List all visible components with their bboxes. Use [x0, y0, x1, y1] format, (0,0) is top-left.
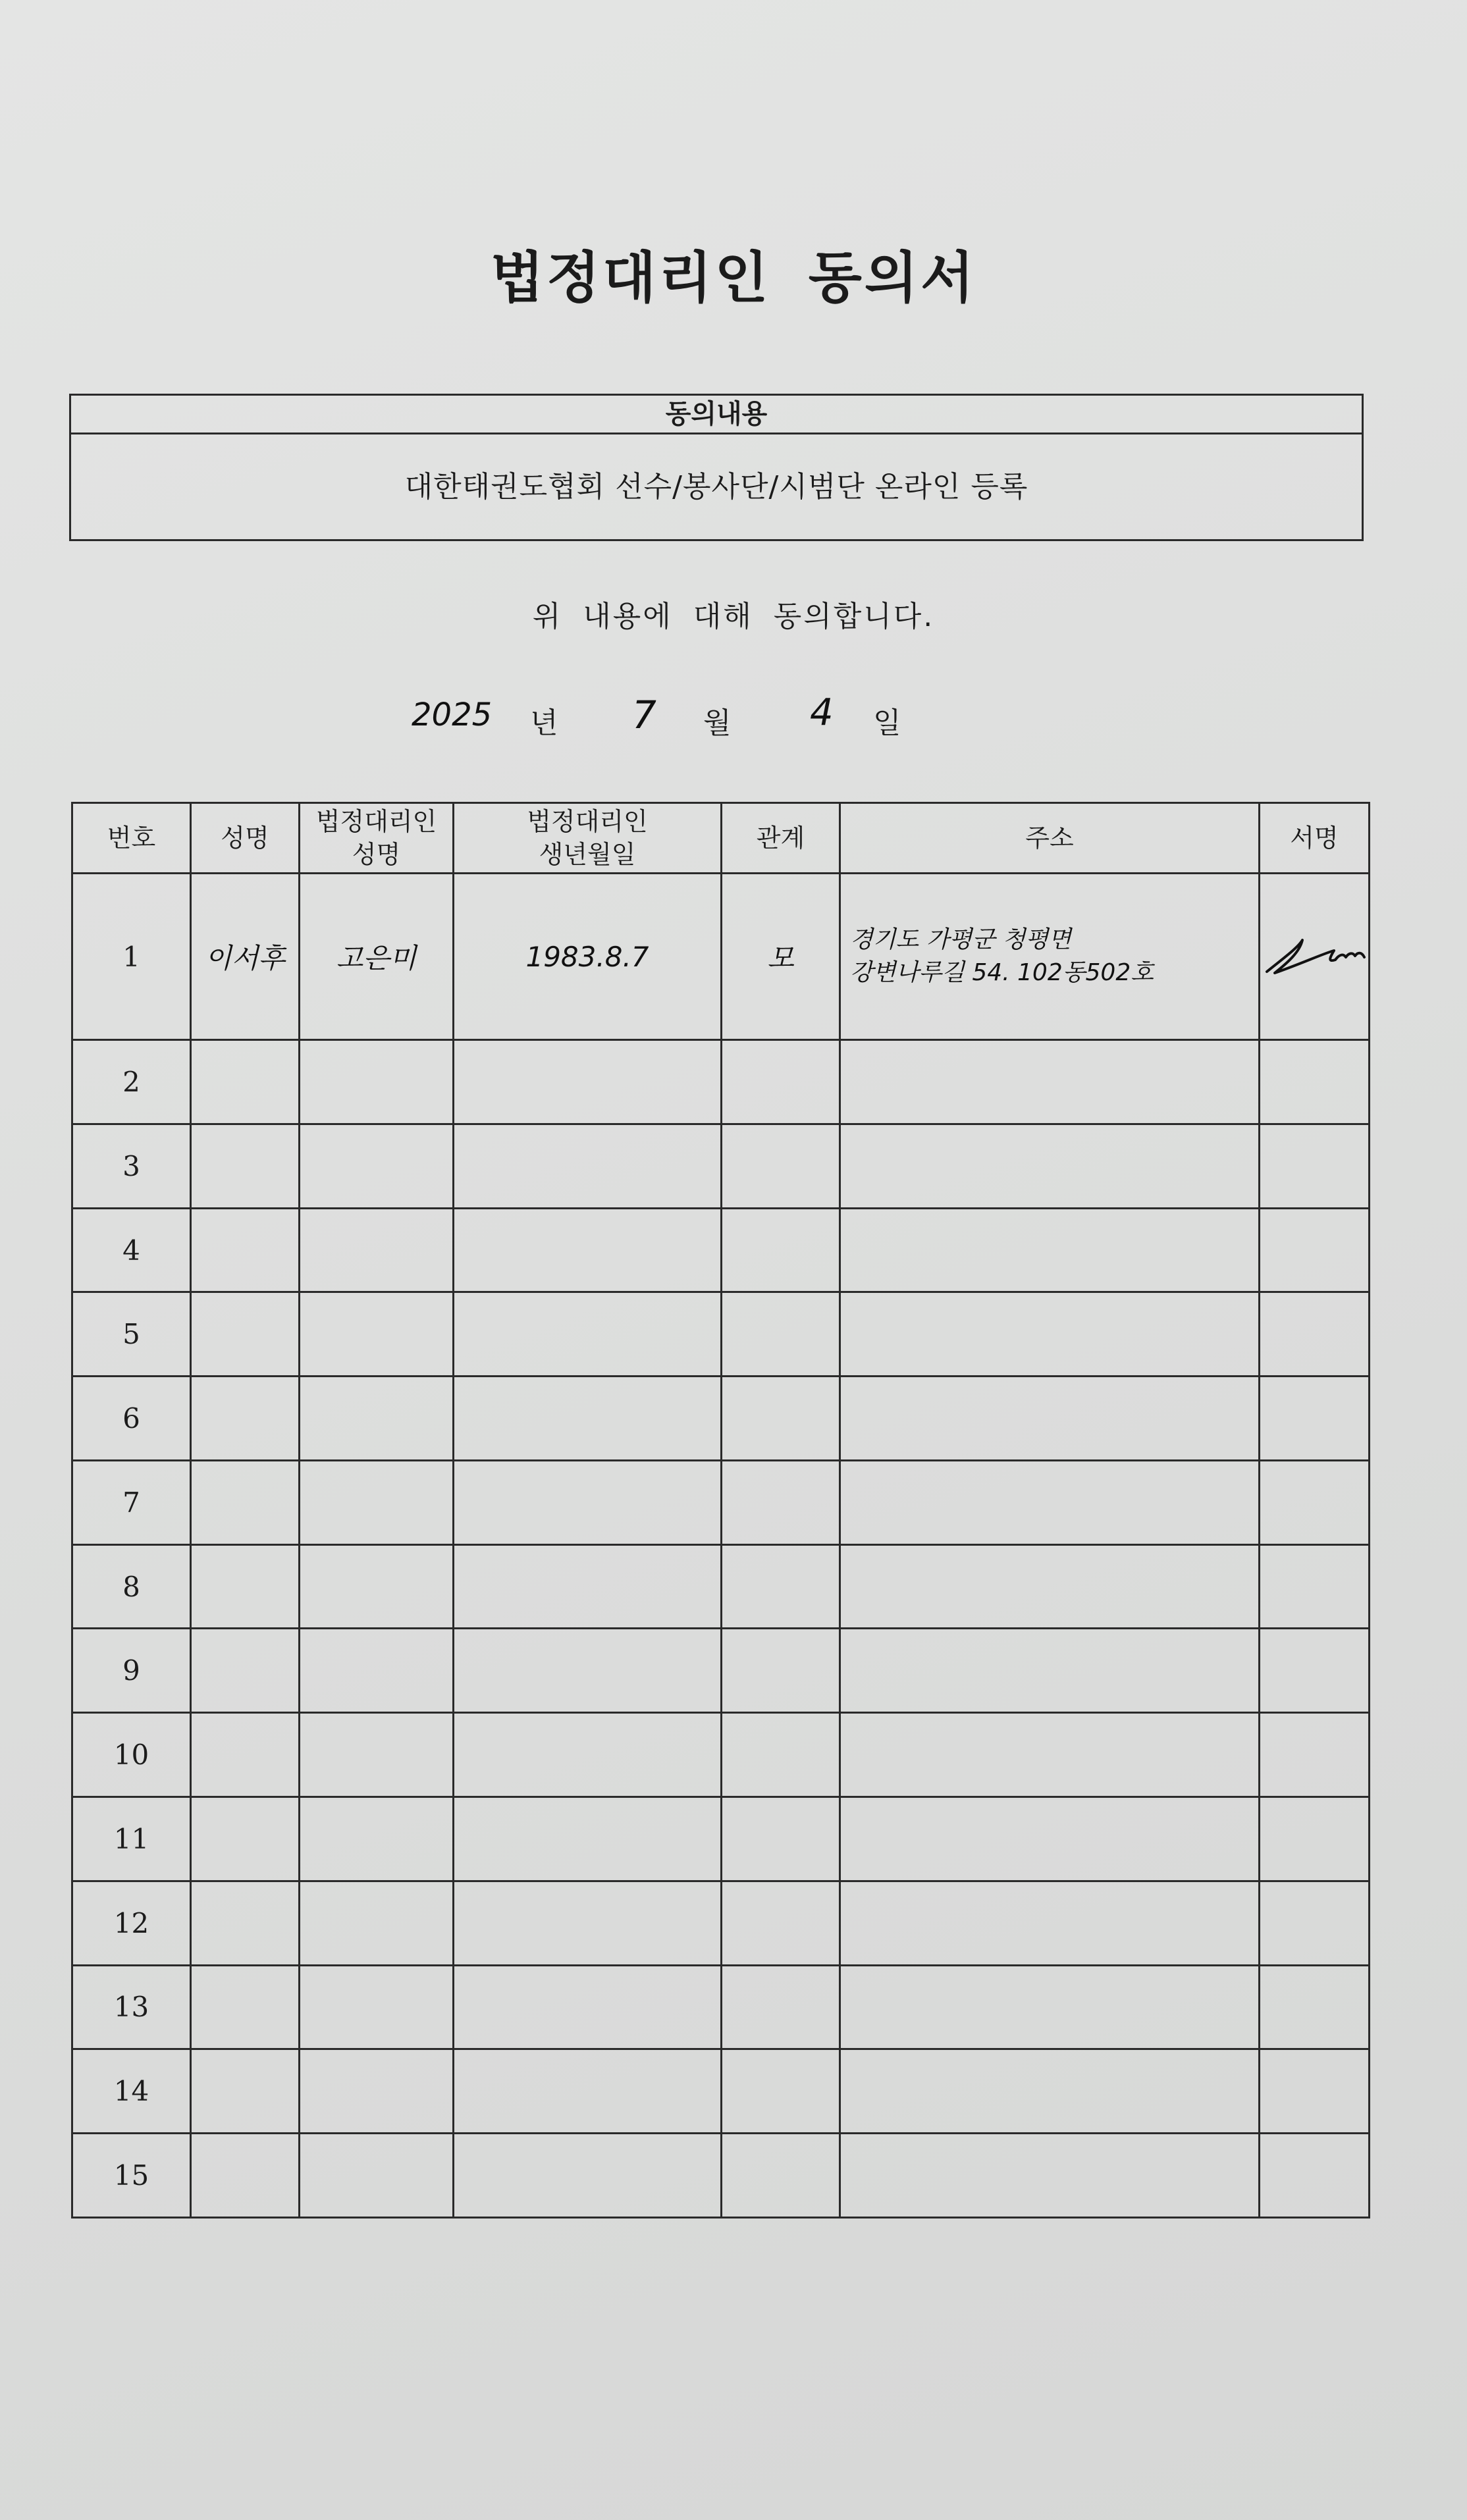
- address-line-2: 강변나루길 54. 102동502호: [850, 959, 1154, 987]
- row-number: 13: [72, 1965, 191, 2049]
- table-row: [72, 2049, 1370, 2134]
- player-name: 이서후: [191, 874, 300, 1040]
- date-year-label: 년: [530, 706, 558, 740]
- table-row: [72, 874, 1370, 1040]
- header-guardian-name: [300, 803, 454, 874]
- row-number: 14: [72, 2049, 191, 2134]
- consent-content-text: 대한태권도협회 선수/봉사단/시범단 온라인 등록: [404, 470, 1028, 504]
- table-row: [72, 1544, 1370, 1629]
- table-row: [72, 1377, 1370, 1461]
- page-title: 법정대리인 동의서: [490, 246, 977, 310]
- header-signature: 서명: [1260, 803, 1370, 874]
- table-row: [72, 1797, 1370, 1881]
- consent-content-header: 동의내용: [71, 396, 1362, 434]
- table-header-row: [72, 803, 1370, 874]
- header-guardian-birth-line1: 법정대리인: [527, 807, 648, 836]
- row-number: 7: [72, 1460, 191, 1544]
- guardian-birthdate: 1983.8.7: [454, 874, 722, 1040]
- row-number: 10: [72, 1713, 191, 1797]
- table-row: [72, 1713, 1370, 1797]
- header-relation: 관계: [722, 803, 840, 874]
- guardian-name: 고은미: [300, 874, 454, 1040]
- signature-cell: [1260, 874, 1370, 1040]
- table-row: [72, 1965, 1370, 2049]
- guardian-roster-table: [71, 802, 1370, 2218]
- table-row: [72, 1124, 1370, 1208]
- address: [840, 874, 1260, 1040]
- header-guardian-birth-line2: 생년월일: [539, 840, 636, 869]
- header-name: 성명: [191, 803, 300, 874]
- header-address: 주소: [840, 803, 1260, 874]
- date-line: [0, 691, 1467, 744]
- header-no: 번호: [72, 803, 191, 874]
- date-month-handwritten: 7: [632, 693, 656, 737]
- row-number: 5: [72, 1292, 191, 1377]
- header-guardian-name-line2: 성명: [352, 840, 401, 869]
- date-year-handwritten: 2025: [412, 696, 493, 733]
- table-row: [72, 1208, 1370, 1292]
- row-number: 9: [72, 1629, 191, 1713]
- consent-content-box: [69, 394, 1364, 541]
- table-row: [72, 2134, 1370, 2218]
- header-guardian-name-line1: 법정대리인: [315, 807, 437, 836]
- address-line-1: 경기도 가평군 청평면: [850, 926, 1071, 954]
- row-number: 4: [72, 1208, 191, 1292]
- row-number: 1: [72, 874, 191, 1040]
- handwritten-signature-image: [1262, 933, 1367, 980]
- table-row: [72, 1881, 1370, 1965]
- date-day-label: 일: [873, 706, 901, 740]
- row-number: 11: [72, 1797, 191, 1881]
- table-row: [72, 1040, 1370, 1124]
- row-number: 2: [72, 1040, 191, 1124]
- row-number: 12: [72, 1881, 191, 1965]
- date-month-label: 월: [703, 706, 732, 740]
- row-number: 15: [72, 2134, 191, 2218]
- row-number: 6: [72, 1377, 191, 1461]
- table-row: [72, 1629, 1370, 1713]
- agreement-statement: 위 내용에 대해 동의합니다.: [532, 600, 935, 633]
- table-row: [72, 1460, 1370, 1544]
- row-number: 3: [72, 1124, 191, 1208]
- date-day-handwritten: 4: [810, 691, 834, 734]
- relation: 모: [722, 874, 840, 1040]
- header-guardian-birth: [454, 803, 722, 874]
- table-row: [72, 1292, 1370, 1377]
- row-number: 8: [72, 1544, 191, 1629]
